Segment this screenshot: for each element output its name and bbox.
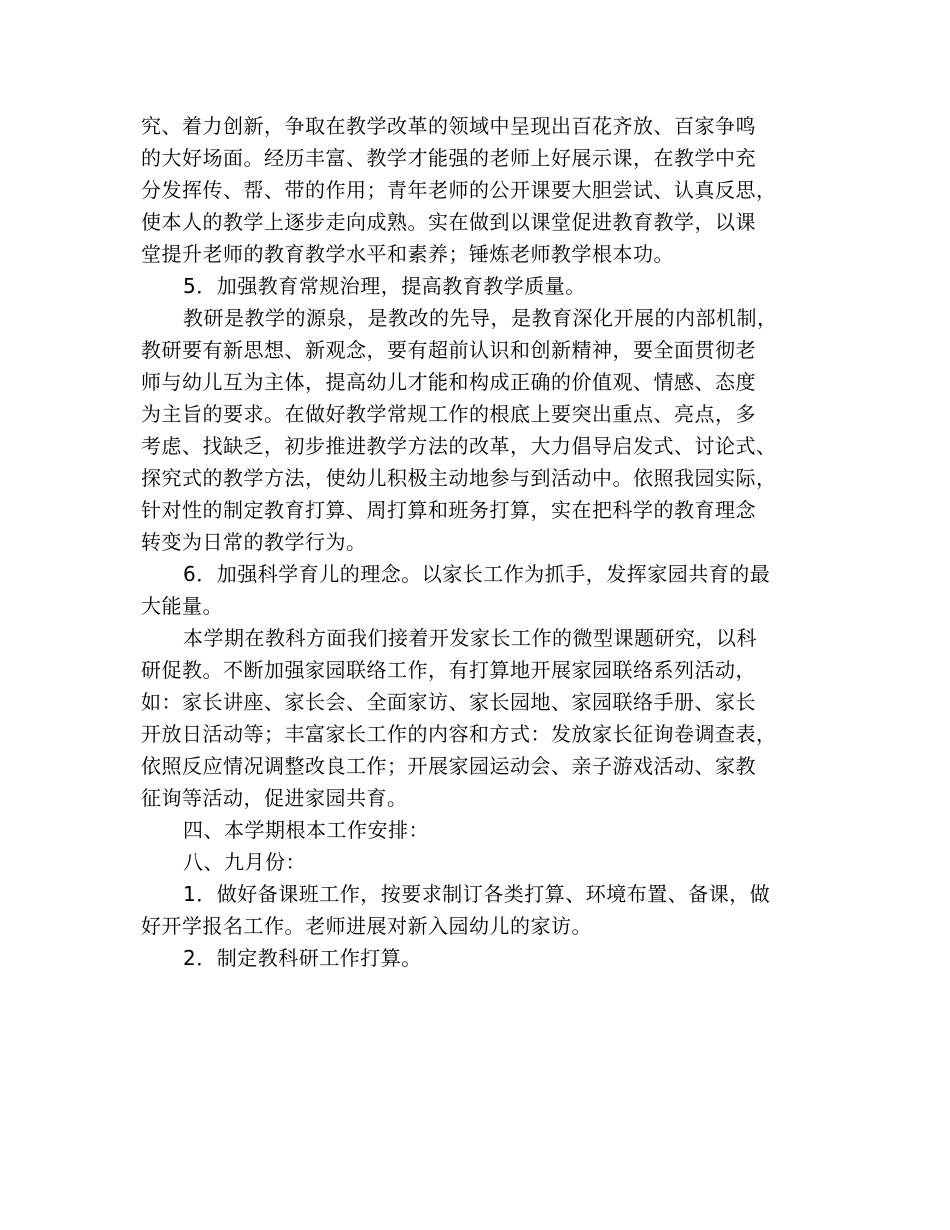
text-line: 教研是教学的源泉，是教改的先导，是教育深化开展的内部机制， (183, 306, 778, 330)
text-line: 研促教。不断加强家园联络工作，有打算地开展家园联络系列活动， (141, 658, 756, 682)
text-line: 大能量。 (141, 594, 223, 618)
text-line: 八、九月份： (183, 850, 306, 874)
text-line: 针对性的制定教育打算、周打算和班务打算，实在把科学的教育理念 (141, 498, 756, 522)
text-line: 教研要有新思想、新观念，要有超前认识和创新精神，要全面贯彻老 (141, 338, 756, 362)
text-line: 究、着力创新，争取在教学改革的领域中呈现出百花齐放、百家争鸣 (141, 114, 756, 138)
text-line: 堂提升老师的教育教学水平和素养；锤炼老师教学根本功。 (141, 242, 674, 266)
text-line: 征询等活动，促进家园共育。 (141, 786, 408, 810)
text-line: 6．加强科学育儿的理念。以家长工作为抓手，发挥家园共育的最 (183, 562, 771, 586)
text-line: 如：家长讲座、家长会、全面家访、家长园地、家园联络手册、家长 (141, 690, 756, 714)
text-line: 使本人的教学上逐步走向成熟。实在做到以课堂促进教育教学，以课 (141, 210, 756, 234)
text-line: 开放日活动等；丰富家长工作的内容和方式：发放家长征询卷调查表， (141, 722, 777, 746)
text-line: 转变为日常的教学行为。 (141, 530, 367, 554)
text-line: 四、本学期根本工作安排： (183, 818, 429, 842)
text-line: 2．制定教科研工作打算。 (183, 946, 422, 970)
text-line: 1．做好备课班工作，按要求制订各类打算、环境布置、备课，做 (183, 882, 771, 906)
text-line: 为主旨的要求。在做好教学常规工作的根底上要突出重点、亮点，多 (141, 402, 756, 426)
text-line: 师与幼儿互为主体，提高幼儿才能和构成正确的价值观、情感、态度 (141, 370, 756, 394)
text-line: 探究式的教学方法，使幼儿积极主动地参与到活动中。依照我园实际， (141, 466, 777, 490)
text-line: 考虑、找缺乏，初步推进教学方法的改革，大力倡导启发式、讨论式、 (141, 434, 777, 458)
text-line: 本学期在教科方面我们接着开发家长工作的微型课题研究，以科 (183, 626, 757, 650)
text-line: 依照反应情况调整改良工作；开展家园运动会、亲子游戏活动、家教 (141, 754, 756, 778)
text-line: 好开学报名工作。老师进展对新入园幼儿的家访。 (141, 914, 592, 938)
text-line: 5．加强教育常规治理，提高教育教学质量。 (183, 274, 586, 298)
body-text (141, 110, 821, 974)
text-line: 分发挥传、帮、带的作用；青年老师的公开课要大胆尝试、认真反思， (141, 178, 777, 202)
text-line: 的大好场面。经历丰富、教学才能强的老师上好展示课，在教学中充 (141, 146, 756, 170)
